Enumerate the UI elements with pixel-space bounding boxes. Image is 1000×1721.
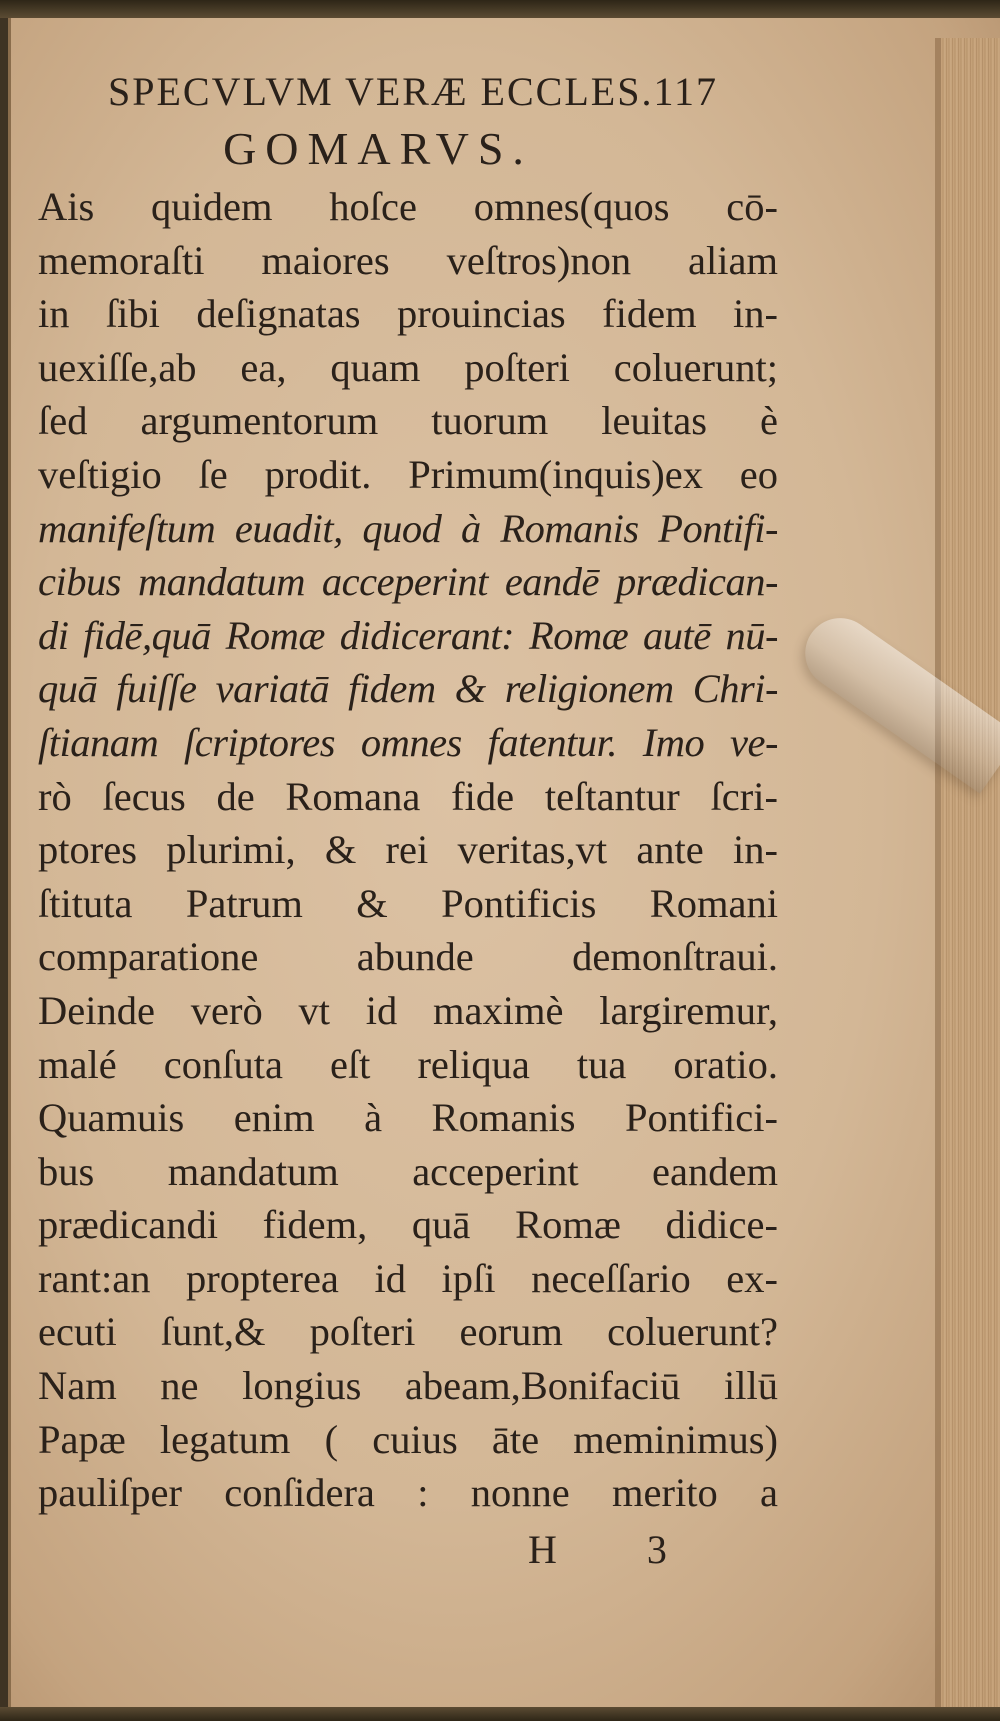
book-top-edge <box>0 0 1000 18</box>
text-line: in ſibi deſignatas prouincias fidem in- <box>38 291 778 337</box>
text-line: rant:an propterea id ipſi neceſſario ex- <box>38 1255 778 1301</box>
text-line: Papæ legatum ( cuius āte meminimus) <box>38 1416 778 1462</box>
text-line: Nam ne longius abeam,Bonifaciū illū <box>38 1363 778 1409</box>
text-line: Quamuis enim à Romanis Pontifici- <box>38 1095 778 1141</box>
book-bottom-edge <box>0 1707 1000 1721</box>
text-line: comparatione abunde demonſtraui. <box>38 934 778 980</box>
text-line: ſed argumentorum tuorum leuitas è <box>38 398 778 444</box>
chapter-title: GOMARVS. <box>223 123 533 174</box>
running-head: SPECVLVM VERÆ ECCLES.117 <box>108 69 718 114</box>
text-line: pauliſper conſidera : nonne merito a <box>38 1470 778 1516</box>
text-line: veſtigio ſe prodit. Primum(inquis)ex eo <box>38 451 778 497</box>
text-line: uexiſſe,ab ea, quam poſteri coluerunt; <box>38 344 778 390</box>
text-line: ſtituta Patrum & Pontificis Romani <box>38 880 778 926</box>
text-line: bus mandatum acceperint eandem <box>38 1148 778 1194</box>
body-text <box>38 180 778 1520</box>
text-line: quā fuiſſe variatā fidem & religionem Chri- <box>38 666 778 712</box>
signature-mark: H 3 <box>528 1526 707 1572</box>
text-line: memoraſti maiores veſtros)non aliam <box>38 237 778 283</box>
text-line: prædicandi fidem, quā Romæ didice- <box>38 1202 778 1248</box>
page-text-block <box>38 68 778 1573</box>
text-line: manifeſtum euadit, quod à Romanis Pontifi- <box>38 505 778 551</box>
text-line: di fidē,quā Romæ didicerant: Romæ autē nū- <box>38 612 778 658</box>
text-line: malé conſuta eſt reliqua tua oratio. <box>38 1041 778 1087</box>
text-line: Ais quidem hoſce omnes(quos cō- <box>38 184 778 229</box>
text-line: ſtianam ſcriptores omnes fatentur. Imo ve- <box>38 719 778 765</box>
text-line: Deinde verò vt id maximè largiremur, <box>38 987 778 1033</box>
text-line: ptores plurimi, & rei veritas,vt ante in- <box>38 827 778 873</box>
text-line: cibus mandatum acceperint eandē prædican- <box>38 559 778 605</box>
fore-edge-pages <box>941 38 1000 1718</box>
text-line: ecuti ſunt,& poſteri eorum coluerunt? <box>38 1309 778 1355</box>
text-line: rò ſecus de Romana fide teſtantur ſcri- <box>38 773 778 819</box>
